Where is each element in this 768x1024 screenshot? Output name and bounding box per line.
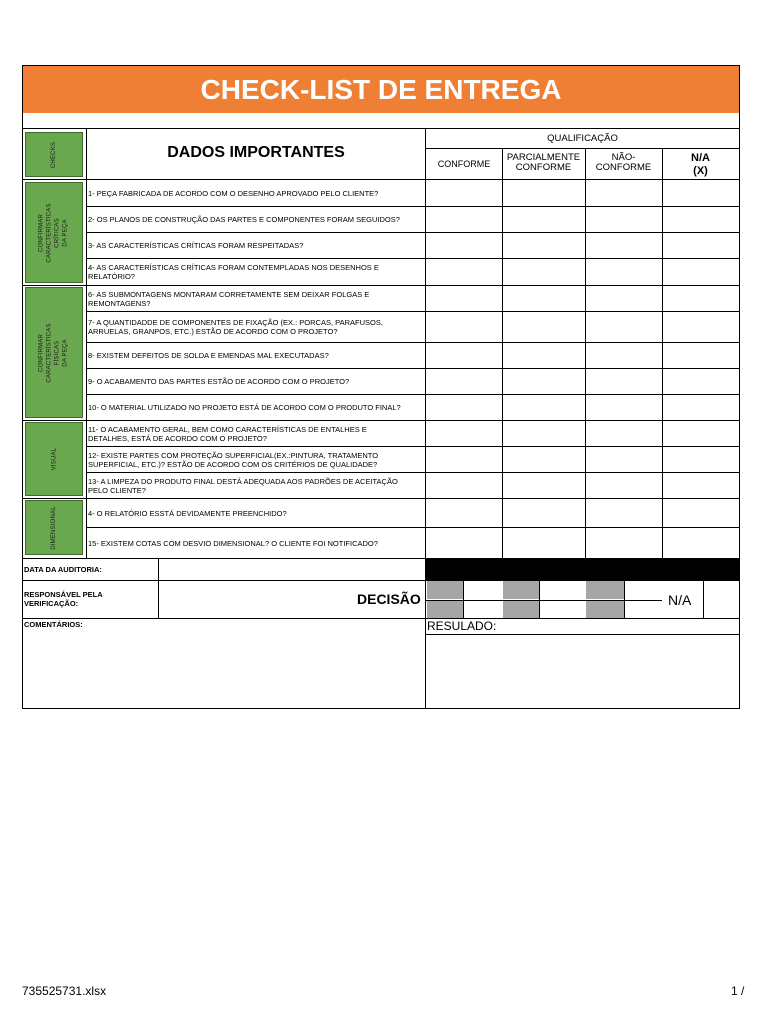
divider — [703, 581, 704, 618]
question-8: 8- EXISTEM DEFEITOS DE SOLDA E EMENDAS MAL EXECUTADAS? — [88, 351, 329, 360]
decision-conforme-box[interactable] — [427, 600, 463, 618]
comentarios-label: COMENTÁRIOS: — [24, 620, 83, 629]
group-label-critical — [25, 182, 83, 283]
form-title: CHECK-LIST DE ENTREGA — [23, 66, 739, 113]
col-nao-conforme: NÃO- CONFORME — [595, 152, 652, 173]
group-critical-text: CONFIRMAR CARACTERÍSTICAS CRÍTICAS DA PEÇA — [39, 202, 69, 263]
decision-na-label: N/A — [668, 592, 692, 608]
col-parcialmente-conforme: PARCIALMENTE CONFORME — [506, 152, 581, 173]
question-6: 6- AS SUBMONTAGENS MONTARAM CORRETAMENTE SEM DEIXAR FOLGAS E REMONTAGENS? — [88, 289, 370, 308]
question-10: 10- O MATERIAL UTILIZADO NO PROJETO ESTÁ DE ACORDO COM O PRODUTO FINAL? — [88, 403, 401, 412]
group-physical-text: CONFIRMAR CARACTERÍSTICAS FÍSICAS DA PEÇA — [39, 322, 69, 383]
comentarios-field[interactable] — [23, 630, 425, 708]
divider — [426, 148, 739, 149]
divider — [23, 580, 739, 581]
question-14: 4- O RELATÓRIO ESSTÁ DEVIDAMENTE PREENCHIDO? — [88, 508, 287, 518]
question-1: 1- PEÇA FABRICADA DE ACORDO COM O DESENHO APROVADO PELO CLIENTE? — [88, 188, 379, 198]
data-auditoria-label: DATA DA AUDITORIA: — [24, 565, 102, 574]
group-visual-text: VISUAL — [50, 447, 57, 471]
decision-nao-box[interactable] — [586, 581, 624, 599]
decision-conforme-box[interactable] — [427, 581, 463, 599]
question-3: 3- AS CARACTERÍSTICAS CRÍTICAS FORAM RESPEITADAS? — [88, 241, 304, 250]
question-4: 4- AS CARACTERÍSTICAS CRÍTICAS FORAM CONTEMPLADAS NOS DESENHOS E RELATÓRIO? — [88, 263, 379, 281]
decision-parcial-box[interactable] — [503, 581, 539, 599]
checks-group-label — [25, 132, 83, 177]
decision-nao-box[interactable] — [586, 600, 624, 618]
decisao-label: DECISÃO — [357, 591, 421, 607]
responsavel-field[interactable] — [159, 581, 354, 618]
question-7: 7- A QUANTIDADDE DE COMPONENTES DE FIXAÇÃO (EX.: PORCAS, PARAFUSOS, ARRUELAS, GRANPOS, ETC.) ESTÃO DE ACORDO COM O PROJETO? — [88, 318, 383, 336]
responsavel-label: RESPONSÁVEL PELA VERIFICAÇÃO: — [24, 590, 103, 608]
resulado-label: RESULADO: — [427, 619, 497, 633]
qualificacao-heading: QUALIFICAÇÃO — [547, 133, 618, 144]
dados-importantes-heading: DADOS IMPORTANTES — [167, 144, 345, 161]
divider — [23, 618, 739, 619]
question-15: 15- EXISTEM COTAS COM DESVIO DIMENSIONAL? O CLIENTE FOI NOTIFICADO? — [88, 538, 378, 548]
question-11: 11- O ACABAMENTO GERAL, BEM COMO CARACTERÍSTICAS DE ENTALHES E DETALHES, ESTÁ DE ACORDO COM O PROJETO? — [88, 424, 367, 443]
group-dimensional-text: DIMENSIONAL — [50, 505, 57, 550]
group-label-visual — [25, 422, 83, 496]
black-bar — [426, 559, 739, 580]
footer-filename: 735525731.xlsx — [22, 984, 107, 998]
footer-page-number: 1 / — [731, 984, 745, 998]
divider — [86, 128, 87, 558]
group-label-physical — [25, 287, 83, 418]
question-12: 12- EXISTE PARTES COM PROTEÇÃO SUPERFICIAL(EX.:PINTURA, TRATAMENTO SUPERFICIAL, ETC.)? ESTÃO DE ACORDO COM OS CRITÉRIOS DE QUALIDADE? — [88, 450, 379, 469]
divider — [23, 128, 739, 129]
checks-label: CHECKS — [51, 141, 57, 168]
question-13: 13- A LIMPEZA DO PRODUTO FINAL DESTÁ ADEQUADA AOS PADRÕES DE ACEITAÇÃO PELO CLIENTE? — [88, 476, 398, 495]
group-label-dimensional — [25, 500, 83, 555]
question-2: 2- OS PLANOS DE CONSTRUÇÃO DAS PARTES E COMPONENTES FORAM SEGUIDOS? — [88, 215, 400, 224]
decision-parcial-box[interactable] — [503, 600, 539, 618]
resulado-field[interactable] — [426, 635, 739, 708]
divider — [426, 600, 662, 601]
col-conforme: CONFORME — [437, 159, 491, 169]
col-na: N/A (X) — [691, 152, 710, 177]
question-9: 9- O ACABAMENTO DAS PARTES ESTÃO DE ACORDO COM O PROJETO? — [88, 377, 350, 386]
data-auditoria-field[interactable] — [159, 559, 425, 580]
answer-grid[interactable] — [426, 180, 739, 558]
